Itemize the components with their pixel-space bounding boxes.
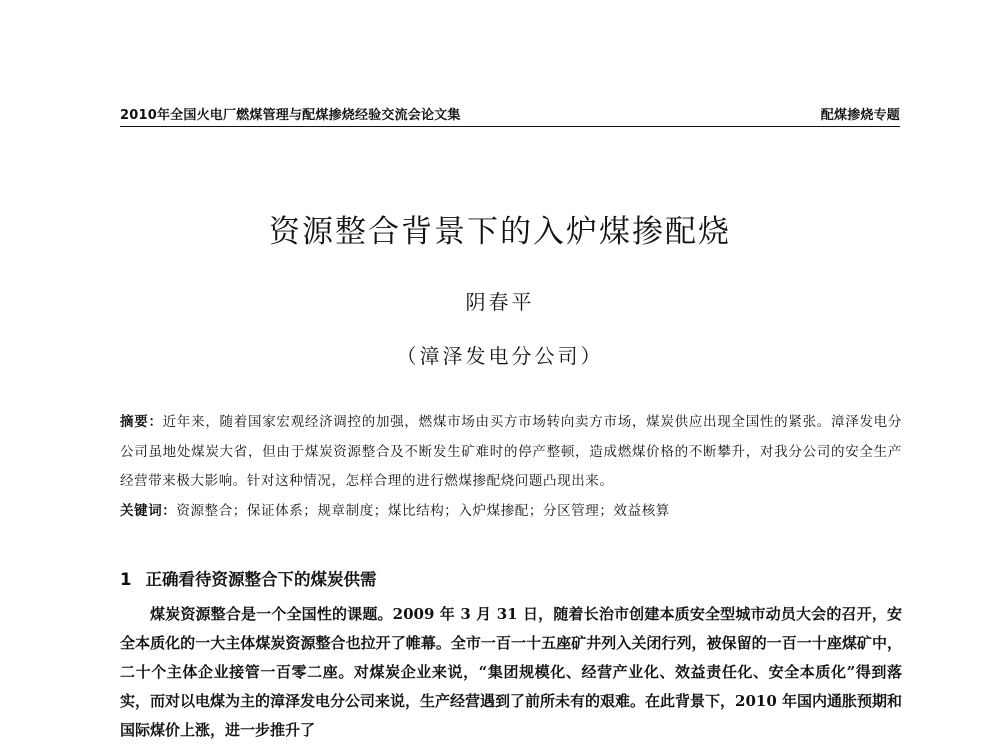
header-rule	[120, 126, 900, 127]
keywords-label: 关键词：	[120, 502, 177, 519]
body-paragraph: 煤炭资源整合是一个全国性的课题。2009 年 3 月 31 日，随着长治市创建本质安全型城市动员大会的召开，安全本质化的一大主体煤炭资源整合也拉开了帷幕。全市一百一十五座矿井列入关闭行列，被保留的一百一十座煤矿中，二十个主体企业接管一百零二座。对煤炭企业来说，“集团规模化、经营产业化、效益责任化、安全本质化”得到落实，而对以电煤为主的漳泽发电分公司来说，生产经营遇到了前所未有的艰难。在此背景下，2010 年国内通胀预期和国际煤价上涨，进一步推升了	[120, 605, 902, 739]
author-name: 阴春平	[465, 290, 535, 314]
running-header-right: 配煤掺烧专题	[820, 108, 900, 123]
running-header	[120, 104, 900, 123]
paper-title: 资源整合背景下的入炉煤掺配烧	[269, 214, 731, 250]
abstract-label: 摘要：	[120, 414, 163, 430]
abstract-block	[120, 408, 902, 526]
section-number: 1	[120, 570, 132, 589]
section-title: 正确看待资源整合下的煤炭供需	[145, 570, 377, 589]
keywords-paragraph	[120, 497, 902, 527]
section-heading	[120, 566, 376, 590]
abstract-paragraph	[120, 408, 902, 497]
keywords-text: 资源整合；保证体系；规章制度；煤比结构；入炉煤掺配；分区管理；效益核算	[176, 502, 670, 519]
abstract-text: 近年来，随着国家宏观经济调控的加强，燃煤市场由买方市场转向卖方市场，煤炭供应出现全国性的紧张。漳泽发电分公司虽地处煤炭大省，但由于煤炭资源整合及不断发生矿难时的停产整顿，造成燃煤价格的不断攀升，对我分公司的安全生产经营带来极大影响。针对这种情况，怎样合理的进行燃煤掺配烧问题凸现出来。	[120, 414, 902, 489]
running-header-left: 2010年全国火电厂燃煤管理与配煤掺烧经验交流会论文集	[120, 108, 461, 123]
author-affiliation: （漳泽发电分公司）	[396, 344, 604, 368]
